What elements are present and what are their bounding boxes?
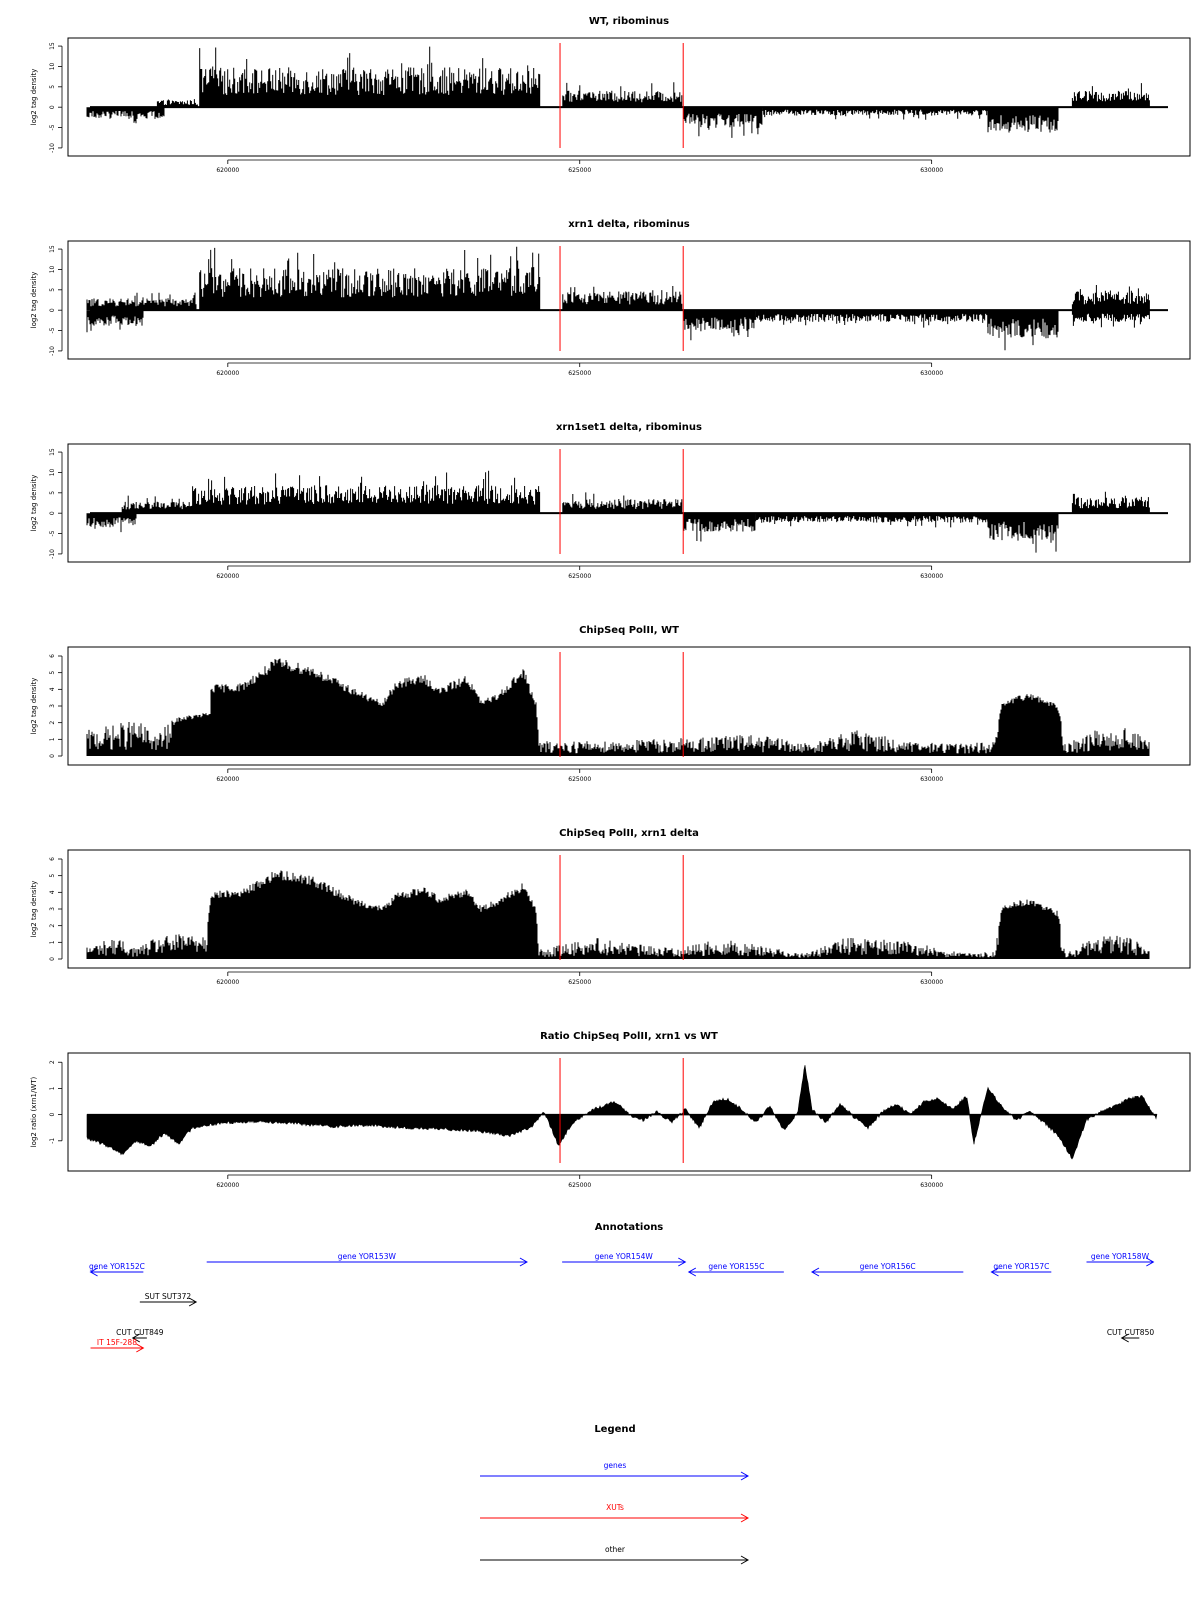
data-segment-6 [756, 513, 988, 527]
y-tick-label: 15 [49, 448, 56, 456]
x-axis [216, 972, 943, 986]
legend-label: other [605, 1545, 625, 1554]
data-marks [87, 871, 1149, 960]
legend-panel [480, 1424, 748, 1564]
annotation-label: gene YOR157C [993, 1262, 1050, 1271]
y-tick-label: 6 [49, 654, 56, 658]
annotation-label: CUT CUT850 [1106, 1328, 1155, 1337]
legend-item-xuts [480, 1503, 748, 1522]
x-tick-label: 625000 [568, 167, 592, 174]
data-marks [87, 247, 1168, 350]
y-tick-label: 6 [49, 857, 56, 861]
annotation-label: gene YOR158W [1090, 1252, 1150, 1261]
y-tick-label: 5 [49, 84, 56, 89]
y-tick-label: 5 [49, 490, 56, 495]
y-tick-label: 1 [49, 940, 56, 945]
panel-title: xrn1 delta, ribominus [568, 219, 690, 230]
legend-label: genes [603, 1461, 627, 1470]
y-axis-label: log2 tag density [30, 880, 38, 938]
data-marks [87, 1065, 1157, 1159]
y-tick-label: 0 [49, 308, 56, 313]
annotation-gene-yor154w [562, 1252, 685, 1266]
density-bars [87, 871, 1149, 960]
y-tick-label: -1 [49, 1137, 56, 1144]
y-tick-label: 1 [49, 737, 56, 742]
y-tick-label: 10 [49, 468, 56, 477]
data-marks [87, 47, 1168, 138]
data-segment-1 [87, 107, 164, 123]
annotation-label: CUT CUT849 [116, 1328, 164, 1337]
annotation-gene-yor158w [1087, 1252, 1154, 1266]
legend-item-other [480, 1545, 748, 1564]
panel-title: xrn1set1 delta, ribominus [555, 422, 703, 433]
annotation-label: SUT SUT372 [144, 1292, 192, 1301]
data-segment-9 [1072, 310, 1149, 327]
data-segment-3 [200, 47, 540, 108]
y-axis-label: log2 tag density [30, 271, 38, 329]
y-tick-label: -10 [49, 549, 56, 559]
y-tick-label: 5 [49, 287, 56, 292]
annotation-sut-sut372 [140, 1292, 196, 1306]
y-tick-label: -5 [49, 327, 56, 334]
x-tick-label: 630000 [920, 979, 944, 986]
y-tick-label: 5 [49, 670, 56, 675]
x-tick-label: 625000 [568, 370, 592, 377]
y-axis-label: log2 tag density [30, 68, 38, 126]
annotation-gene-yor153w [207, 1252, 527, 1266]
data-segment-4 [563, 286, 682, 310]
legend-title: Legend [594, 1424, 636, 1435]
data-segment-6 [756, 310, 988, 327]
x-tick-label: 620000 [216, 1182, 240, 1189]
annotation-gene-yor156c [812, 1262, 963, 1276]
panel-5 [30, 828, 1190, 986]
annotations-panel [89, 1222, 1154, 1352]
data-marks [87, 659, 1149, 756]
y-axis [30, 245, 62, 356]
legend-label: XUTs [606, 1503, 624, 1512]
x-tick-label: 630000 [920, 573, 944, 580]
y-axis-label: log2 ratio (xrn1/WT) [30, 1076, 38, 1148]
y-axis [30, 1060, 62, 1147]
y-axis-label: log2 tag density [30, 474, 38, 532]
data-segment-7 [988, 310, 1058, 350]
annotation-label: gene YOR156C [859, 1262, 916, 1271]
y-axis-label: log2 tag density [30, 677, 38, 735]
x-axis [216, 363, 943, 377]
y-tick-label: 5 [49, 873, 56, 878]
annotation-label: gene YOR154W [594, 1252, 653, 1261]
data-segment-3 [200, 247, 540, 310]
y-tick-label: 2 [49, 720, 56, 725]
annotation-gene-yor157c [991, 1262, 1051, 1276]
x-tick-label: 630000 [920, 167, 944, 174]
y-tick-label: 10 [49, 62, 56, 71]
data-segment-6 [763, 107, 988, 120]
legend-item-genes [480, 1461, 748, 1480]
data-segment-3 [193, 471, 540, 513]
annotations-title: Annotations [594, 1222, 664, 1233]
data-segment-2 [87, 293, 196, 311]
x-axis [216, 1175, 943, 1189]
annotation-gene-yor152c [89, 1262, 145, 1276]
data-segment-7 [988, 107, 1058, 132]
annotation-gene-yor155c [689, 1262, 784, 1276]
y-axis [30, 857, 62, 961]
y-tick-label: 0 [49, 1112, 56, 1117]
data-segment-7 [988, 513, 1058, 552]
data-segment-4 [563, 82, 682, 107]
y-tick-label: 0 [49, 957, 56, 961]
x-axis [216, 160, 943, 174]
y-tick-label: 2 [49, 1060, 56, 1065]
data-segment-1 [87, 513, 136, 532]
data-segment-5 [684, 513, 755, 541]
x-tick-label: 625000 [568, 776, 592, 783]
data-segment-8 [1072, 83, 1149, 107]
panel-title: WT, ribominus [588, 16, 670, 27]
x-tick-label: 630000 [920, 370, 944, 377]
data-segment-5 [684, 310, 755, 340]
data-segment-2 [157, 99, 197, 107]
data-segment-4 [563, 492, 682, 513]
panel-3 [30, 422, 1190, 580]
annotation-cut-cut850 [1107, 1328, 1155, 1342]
annotation-label: gene YOR155C [708, 1262, 765, 1271]
x-tick-label: 625000 [568, 1182, 592, 1189]
panel-4 [30, 625, 1190, 783]
y-tick-label: -5 [49, 530, 56, 537]
y-tick-label: 15 [49, 245, 56, 253]
x-tick-label: 620000 [216, 370, 240, 377]
annotation-it-15f-288 [91, 1338, 144, 1352]
panel-title: ChipSeq PolII, xrn1 delta [559, 828, 699, 839]
density-bars [87, 659, 1149, 756]
y-tick-label: 1 [49, 1086, 56, 1091]
panel-title: ChipSeq PolII, WT [579, 625, 679, 636]
panel-6 [30, 1031, 1190, 1189]
data-segment-8 [1072, 492, 1149, 514]
ratio-area [87, 1065, 1157, 1159]
x-tick-label: 620000 [216, 573, 240, 580]
y-tick-label: -10 [49, 143, 56, 153]
panel-1 [30, 16, 1190, 174]
x-axis [216, 769, 943, 783]
y-tick-label: 2 [49, 923, 56, 928]
panel-2 [30, 219, 1190, 377]
data-segment-2 [122, 496, 192, 514]
annotation-label: IT 15F-288 [96, 1338, 137, 1347]
plot-frame [68, 1053, 1190, 1171]
y-tick-label: 3 [49, 704, 56, 708]
data-segment-8 [1072, 285, 1149, 310]
annotation-label: gene YOR152C [88, 1262, 145, 1271]
track-panels [30, 16, 1190, 1189]
panel-title: Ratio ChipSeq PolII, xrn1 vs WT [540, 1031, 718, 1042]
y-tick-label: 4 [49, 890, 56, 895]
y-tick-label: 3 [49, 907, 56, 911]
data-segment-5 [684, 107, 762, 138]
x-tick-label: 625000 [568, 979, 592, 986]
y-tick-label: -5 [49, 124, 56, 131]
x-tick-label: 620000 [216, 979, 240, 986]
y-tick-label: 0 [49, 511, 56, 516]
y-axis [30, 654, 62, 758]
x-tick-label: 630000 [920, 776, 944, 783]
data-marks [87, 471, 1168, 553]
x-tick-label: 620000 [216, 167, 240, 174]
x-tick-label: 620000 [216, 776, 240, 783]
y-tick-label: 0 [49, 754, 56, 758]
x-tick-label: 630000 [920, 1182, 944, 1189]
y-axis [30, 42, 62, 153]
x-tick-label: 625000 [568, 573, 592, 580]
y-tick-label: 4 [49, 687, 56, 692]
y-tick-label: 15 [49, 42, 56, 50]
y-tick-label: 10 [49, 265, 56, 274]
x-axis [216, 566, 943, 580]
y-axis [30, 448, 62, 559]
y-tick-label: 0 [49, 105, 56, 110]
data-segment-1 [87, 310, 143, 332]
y-tick-label: -10 [49, 346, 56, 356]
annotation-label: gene YOR153W [337, 1252, 396, 1261]
